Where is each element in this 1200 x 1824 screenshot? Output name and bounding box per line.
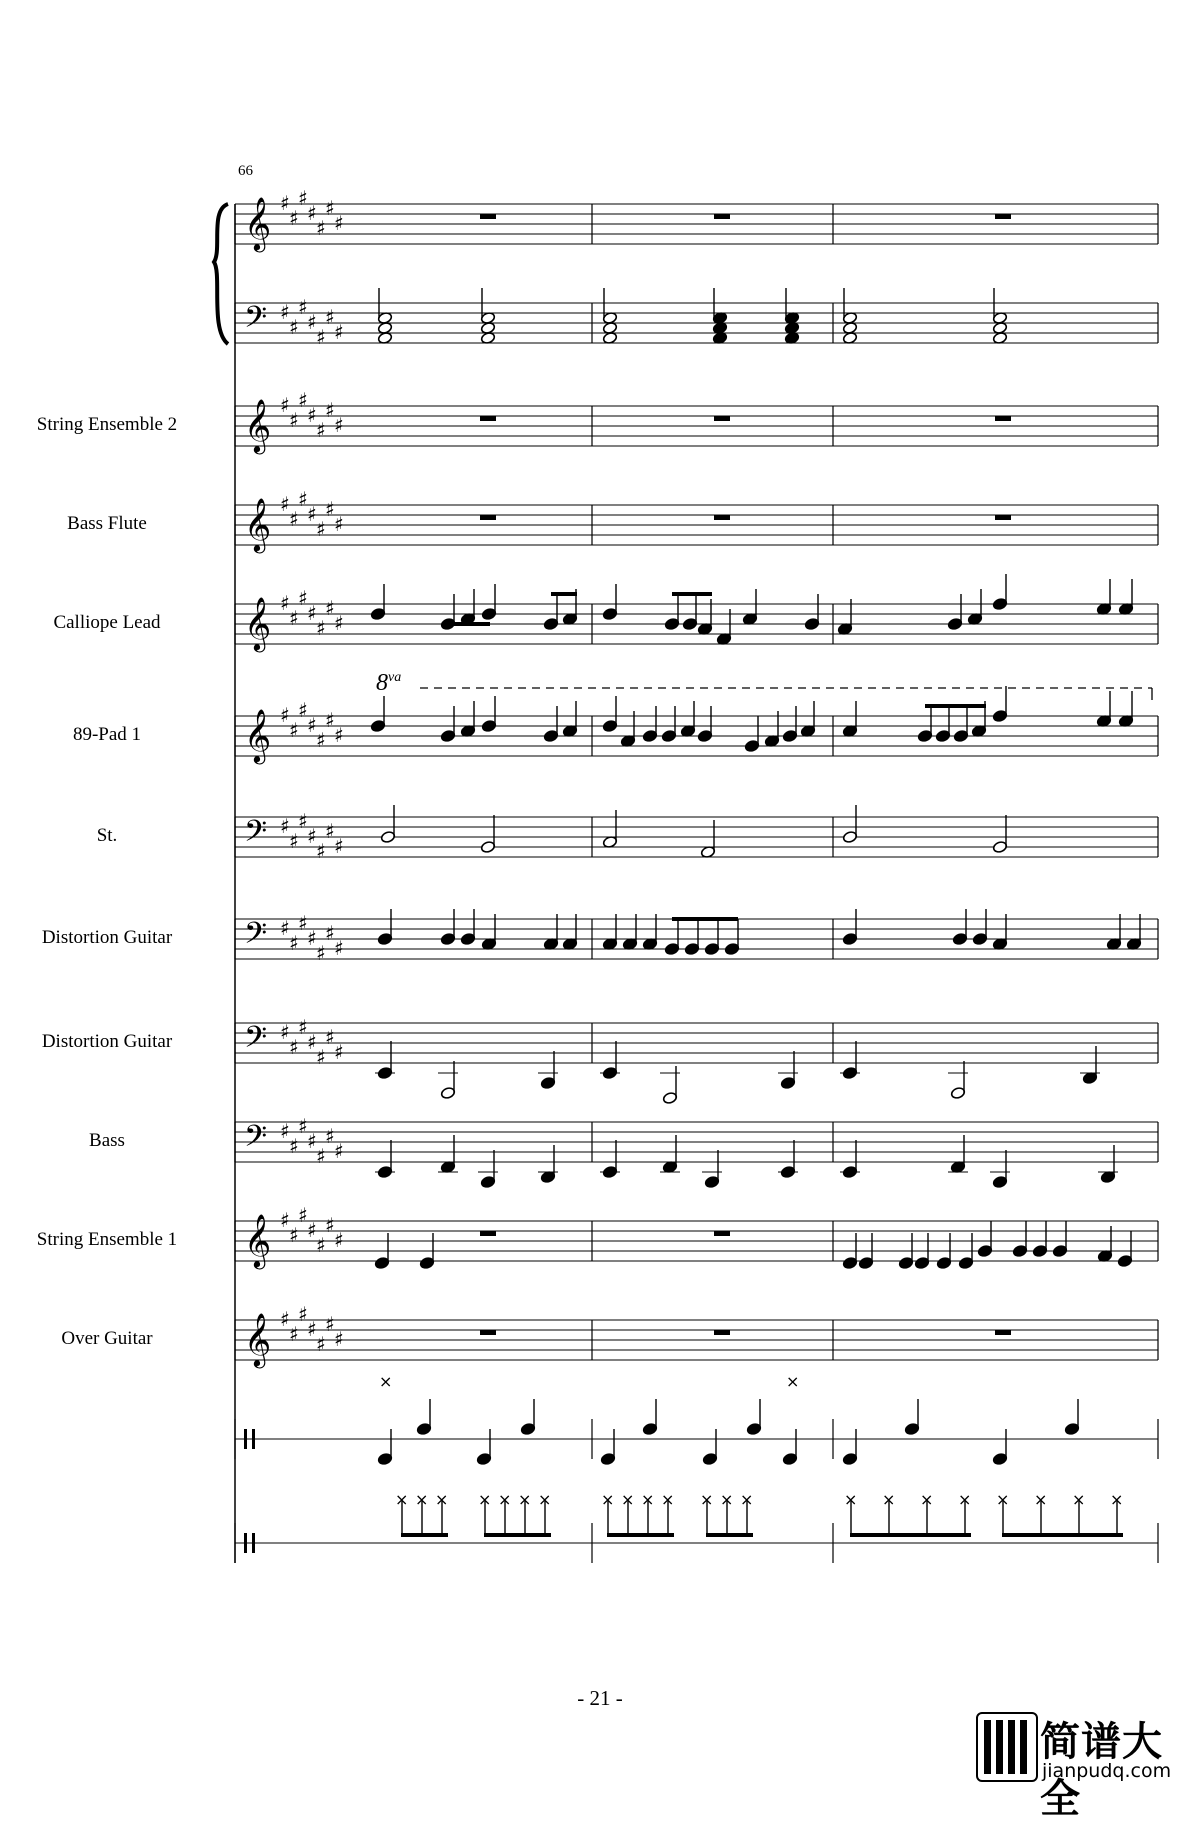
sharp-icon: ♯: [325, 1025, 335, 1049]
treble-clef-icon: 𝄞: [244, 1312, 272, 1366]
x-notehead-icon: ×: [996, 1490, 1010, 1509]
notes-layer: [370, 214, 1152, 1537]
x-notehead-icon: ×: [498, 1490, 512, 1509]
whole-rest: [995, 214, 1011, 219]
sharp-icon: ♯: [325, 819, 335, 843]
whole-rest: [480, 416, 496, 421]
sharp-icon: ♯: [289, 606, 299, 630]
sharp-icon: ♯: [280, 393, 290, 417]
beam: [1002, 1533, 1123, 1537]
x-notehead-icon: ×: [538, 1490, 552, 1509]
ottava-suffix: va: [388, 670, 402, 685]
sharp-icon: ♯: [307, 310, 317, 334]
ottava-marking: [376, 670, 401, 697]
beam: [925, 704, 986, 708]
sharp-icon: ♯: [298, 487, 308, 511]
beam: [706, 1533, 753, 1537]
sharp-icon: ♯: [334, 512, 344, 536]
instrument-label: Distortion Guitar: [41, 927, 173, 948]
sharp-icon: ♯: [316, 728, 326, 752]
sharp-icon: ♯: [334, 320, 344, 344]
beam: [672, 917, 738, 921]
whole-rest: [995, 515, 1011, 520]
sharp-icon: ♯: [280, 1307, 290, 1331]
sharp-icon: ♯: [280, 814, 290, 838]
x-notehead-icon: ×: [844, 1490, 858, 1509]
sharp-icon: ♯: [307, 1030, 317, 1054]
instrument-label: Calliope Lead: [53, 612, 161, 633]
percussion-clef-icon: [244, 1533, 247, 1553]
sharp-icon: ♯: [307, 1218, 317, 1242]
sharp-icon: ♯: [298, 388, 308, 412]
instrument-label: Over Guitar: [61, 1328, 153, 1349]
sharp-icon: ♯: [298, 911, 308, 935]
sharp-icon: ♯: [280, 191, 290, 215]
sharp-icon: ♯: [307, 824, 317, 848]
instrument-label: St.: [96, 825, 118, 846]
bass-clef-icon: 𝄢: [244, 1120, 268, 1161]
x-notehead-icon: ×: [478, 1490, 492, 1509]
beam: [607, 1533, 674, 1537]
percussion-clef-icon: [252, 1533, 255, 1553]
sharp-icon: ♯: [325, 1312, 335, 1336]
sharp-icon: ♯: [280, 300, 290, 324]
sharp-icon: ♯: [289, 315, 299, 339]
x-notehead-icon: ×: [786, 1372, 800, 1391]
bass-clef-icon: 𝄢: [244, 301, 268, 342]
sharp-icon: ♯: [289, 718, 299, 742]
sharp-icon: ♯: [325, 1213, 335, 1237]
treble-clef-icon: 𝄞: [244, 497, 272, 551]
sharp-icon: ♯: [316, 1332, 326, 1356]
sharp-icon: ♯: [316, 325, 326, 349]
sharp-icon: ♯: [334, 1228, 344, 1252]
x-notehead-icon: ×: [621, 1490, 635, 1509]
beam: [672, 592, 712, 596]
instrument-label: Bass Flute: [67, 513, 147, 534]
sharp-icon: ♯: [307, 502, 317, 526]
sharp-icon: ♯: [298, 1114, 308, 1138]
sharp-icon: ♯: [289, 931, 299, 955]
sharp-icon: ♯: [298, 1302, 308, 1326]
sharp-icon: ♯: [334, 1139, 344, 1163]
x-notehead-icon: ×: [435, 1490, 449, 1509]
percussion-clef-icon: [244, 1429, 247, 1449]
sharp-icon: ♯: [280, 703, 290, 727]
x-notehead-icon: ×: [700, 1490, 714, 1509]
brace: [214, 204, 228, 344]
sharp-icon: ♯: [298, 295, 308, 319]
sharp-icon: ♯: [289, 829, 299, 853]
sharp-icon: ♯: [298, 1015, 308, 1039]
sharp-icon: ♯: [334, 413, 344, 437]
whole-rest: [714, 1330, 730, 1335]
bass-clef-icon: 𝄢: [244, 815, 268, 856]
sharp-icon: ♯: [289, 1035, 299, 1059]
sharp-icon: ♯: [280, 1020, 290, 1044]
sharp-icon: ♯: [307, 713, 317, 737]
sharp-icon: ♯: [316, 616, 326, 640]
whole-rest: [480, 214, 496, 219]
sharp-icon: ♯: [334, 1327, 344, 1351]
watermark-url: jianpudq.com: [1042, 1760, 1172, 1782]
page-number: - 21 -: [577, 1686, 623, 1710]
bass-clef-icon: 𝄢: [244, 917, 268, 958]
sharp-icon: ♯: [307, 601, 317, 625]
ottava-text: 8: [376, 670, 388, 696]
sharp-icon: ♯: [316, 517, 326, 541]
sharp-icon: ♯: [280, 1119, 290, 1143]
sharp-icon: ♯: [334, 211, 344, 235]
whole-rest: [995, 1330, 1011, 1335]
beam: [484, 1533, 551, 1537]
sharp-icon: ♯: [334, 611, 344, 635]
beam: [551, 592, 577, 596]
x-notehead-icon: ×: [641, 1490, 655, 1509]
staff-system: [214, 186, 1158, 1563]
instrument-label: String Ensemble 1: [36, 1229, 178, 1250]
sharp-icon: ♯: [289, 206, 299, 230]
sharp-icon: ♯: [280, 916, 290, 940]
instrument-label: Bass: [89, 1130, 125, 1151]
sharp-icon: ♯: [280, 492, 290, 516]
sharp-icon: ♯: [316, 1144, 326, 1168]
sharp-icon: ♯: [298, 186, 308, 210]
sharp-icon: ♯: [325, 921, 335, 945]
x-notehead-icon: ×: [415, 1490, 429, 1509]
x-notehead-icon: ×: [882, 1490, 896, 1509]
x-notehead-icon: ×: [1072, 1490, 1086, 1509]
treble-clef-icon: 𝄞: [244, 708, 272, 762]
x-notehead-icon: ×: [601, 1490, 615, 1509]
sharp-icon: ♯: [289, 1223, 299, 1247]
x-notehead-icon: ×: [379, 1372, 393, 1391]
sharp-icon: ♯: [307, 403, 317, 427]
instrument-label: 89-Pad 1: [72, 724, 142, 745]
sharp-icon: ♯: [325, 305, 335, 329]
bass-clef-icon: 𝄢: [244, 1021, 268, 1062]
x-notehead-icon: ×: [518, 1490, 532, 1509]
whole-rest: [714, 1231, 730, 1236]
sharp-icon: ♯: [307, 1317, 317, 1341]
x-notehead-icon: ×: [661, 1490, 675, 1509]
sharp-icon: ♯: [316, 941, 326, 965]
treble-clef-icon: 𝄞: [244, 596, 272, 650]
whole-rest: [480, 515, 496, 520]
treble-clef-icon: 𝄞: [244, 398, 272, 452]
x-notehead-icon: ×: [395, 1490, 409, 1509]
whole-rest: [714, 416, 730, 421]
percussion-clef-icon: [252, 1429, 255, 1449]
sharp-icon: ♯: [289, 1134, 299, 1158]
sharp-icon: ♯: [307, 201, 317, 225]
sharp-icon: ♯: [334, 834, 344, 858]
sharp-icon: ♯: [298, 1203, 308, 1227]
beam: [401, 1533, 448, 1537]
sharp-icon: ♯: [334, 1040, 344, 1064]
sharp-icon: ♯: [325, 196, 335, 220]
treble-clef-icon: 𝄞: [244, 196, 272, 250]
x-notehead-icon: ×: [740, 1490, 754, 1509]
x-notehead-icon: ×: [720, 1490, 734, 1509]
instrument-label: String Ensemble 2: [36, 414, 178, 435]
sharp-icon: ♯: [325, 497, 335, 521]
whole-rest: [714, 214, 730, 219]
beam: [448, 622, 490, 626]
sharp-icon: ♯: [307, 926, 317, 950]
sharp-icon: ♯: [325, 708, 335, 732]
instrument-label: Distortion Guitar: [41, 1031, 173, 1052]
treble-clef-icon: 𝄞: [244, 1213, 272, 1267]
sharp-icon: ♯: [280, 591, 290, 615]
watermark-logo: [976, 1710, 1200, 1822]
whole-rest: [480, 1330, 496, 1335]
piano-keys-icon: [976, 1712, 1038, 1782]
sharp-icon: ♯: [334, 936, 344, 960]
measure-number: 66: [238, 163, 253, 179]
sharp-icon: ♯: [298, 586, 308, 610]
sharp-icon: ♯: [325, 1124, 335, 1148]
x-notehead-icon: ×: [958, 1490, 972, 1509]
sharp-icon: ♯: [289, 507, 299, 531]
sharp-icon: ♯: [289, 1322, 299, 1346]
sharp-icon: ♯: [325, 596, 335, 620]
sharp-icon: ♯: [280, 1208, 290, 1232]
x-notehead-icon: ×: [1110, 1490, 1124, 1509]
sharp-icon: ♯: [298, 698, 308, 722]
watermark-title: 简谱大全: [1040, 1719, 1163, 1822]
sharp-icon: ♯: [316, 1233, 326, 1257]
sharp-icon: ♯: [316, 839, 326, 863]
x-notehead-icon: ×: [1034, 1490, 1048, 1509]
sharp-icon: ♯: [316, 418, 326, 442]
whole-rest: [480, 1231, 496, 1236]
sharp-icon: ♯: [298, 809, 308, 833]
whole-rest: [995, 416, 1011, 421]
sharp-icon: ♯: [325, 398, 335, 422]
sharp-icon: ♯: [316, 1045, 326, 1069]
x-notehead-icon: ×: [920, 1490, 934, 1509]
sharp-icon: ♯: [334, 723, 344, 747]
sharp-icon: ♯: [307, 1129, 317, 1153]
sharp-icon: ♯: [316, 216, 326, 240]
whole-rest: [714, 515, 730, 520]
beam: [850, 1533, 971, 1537]
sharp-icon: ♯: [289, 408, 299, 432]
